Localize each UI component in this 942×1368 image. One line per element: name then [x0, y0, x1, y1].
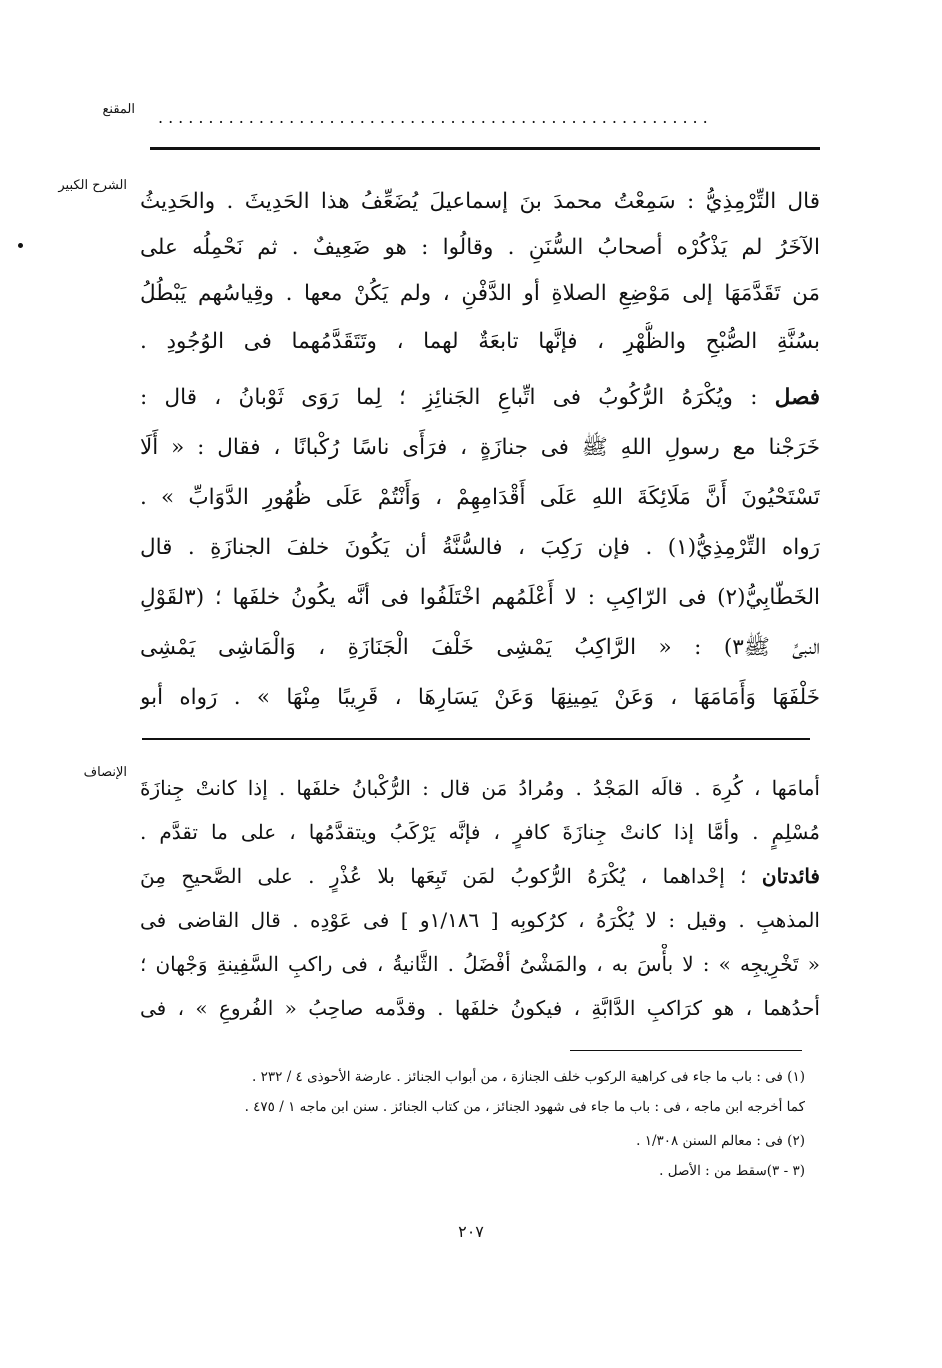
sharh-line: الآخَرُ لم يَذْكُرْه أصحابُ السُّنَنِ . وقالُوا : هو ضَعِيفٌ . ثم نَحْمِلُه على [140, 235, 820, 260]
insaf-line: أمامَها ، كُرِهَ . قالَه المَجْدُ . ومُرادُ مَن قال : الرُّكْبانُ خلفَها . إذا كانتْ جِنازَةَ [140, 776, 820, 800]
insaf-line: فائدتان ؛ إحْداهما ، يُكْرَهُ الرُّكوبُ لمَن تَبِعَها بلا عُذْرٍ . على الصَّحيحِ مِنَ [140, 864, 820, 888]
header-rule [150, 147, 820, 150]
sharh-line: الخَطّابِيُّ(٢) فى الرّاكِبِ : لا أَعْلَمُهم اخْتَلَفُوا فى أنَّه يكُونُ خلفَها ؛ (٣لقَوْلِ [140, 585, 820, 610]
footnote-line: (٢) فى : معالم السنن ١/٣٠٨ . [636, 1133, 805, 1149]
sharh-line: تَسْتَحْيُونَ أَنَّ مَلَائِكَةَ اللهِ عَلَى أَقْدَامِهِمْ ، وَأَنْتُمْ عَلَى ظُهُورِ الدَّوَابِّ » . [140, 485, 820, 510]
sharh-kabir-label: الشرح الكبير [58, 178, 127, 193]
footnote-line: (١) فى : باب ما جاء فى كراهية الركوب خلف الجنازة ، من أبواب الجنائز . عارضة الأحوذى ٤ / ٢٣٢ . [252, 1069, 805, 1085]
sharh-line: خَرَجْنا مع رسولِ اللهِ ﷺ فى جنازَةٍ ، فرَأَى ناسًا رُكْبانًا ، فقال : « أَلَا [140, 435, 820, 460]
running-head-dots: ....................................................... [158, 108, 713, 127]
sharh-line: فصل : ويُكْرَهُ الرُّكُوبُ فى اتِّباعِ الجَنائِزِ ؛ لِما رَوَى ثَوْبانُ ، قال : [140, 385, 820, 410]
insaf-line: مُسْلِمٍ . وأمَّا إذا كانتْ جِنازَةَ كافرٍ ، فإنَّه يَرْكَبُ ويتقدَّمُها ، على ما تقدَّم . [140, 820, 820, 844]
sharh-line: بسُنَّةِ الصُّبْحِ والظُّهْرِ ، فإنَّها تابعَةٌ لهما ، وتَتَقَدَّمُهما فى الوُجُودِ . [140, 329, 820, 354]
sharh-line: قال التِّرْمِذِيُّ : سَمِعْتُ محمدَ بنَ إسماعيلَ يُضَعِّفُ هذا الحَدِيثَ . والحَدِيثُ [140, 189, 820, 214]
section-divider [142, 738, 810, 740]
insaf-label: الإنصاف [83, 765, 127, 780]
margin-dot [18, 243, 23, 248]
sharh-line: رَواه التِّرْمِذِيُّ(١) . فإن رَكِبَ ، فالسُّنَّةُ أن يَكُونَ خلفَ الجنازَةِ . قال [140, 535, 820, 560]
running-head-title: المقنع [102, 102, 135, 117]
insaf-line: المذهبِ . وقيل : لا يُكْرَهُ ، كرُكوبِه [ ١/١٨٦و ] فى عَوْدِه . قال القاضى فى [140, 908, 820, 932]
footnote-line: كما أخرجه ابن ماجه ، فى : باب ما جاء فى شهود الجنائز ، من كتاب الجنائز . سنن ابن ماجه ١ / ٤٧٥ . [244, 1099, 805, 1115]
insaf-line: « تَخْرِيجِه » : لا بأْسَ به ، والمَشْىُ أفْضَلُ . الثَّانيةُ ، فى راكبِ السَّفِينةِ وَجْهان ؛ [140, 952, 820, 976]
footnote-rule [570, 1050, 802, 1051]
page-number: ٢٠٧ [458, 1222, 484, 1241]
insaf-line: أحدُهما ، هو كرَاكبِ الدَّابَّةِ ، فيكونُ خلفَها . وقدَّمه صاحِبُ « الفُروعِ » ، فى [140, 996, 820, 1020]
footnote-line: (٣ - ٣)سقط من : الأصل . [659, 1163, 805, 1179]
sharh-line: النبىِّ ﷺ٣) : « الرَّاكِبُ يَمْشِى خَلْفَ الْجَنَازَةِ ، وَالْمَاشِى يَمْشِى [140, 635, 820, 660]
sharh-line: خَلْفَهَا وَأَمَامَهَا ، وَعَنْ يَمِينِهَا وَعَنْ يَسَارِهَا ، قَرِيبًا مِنْهَا » . رَواه أبو [140, 685, 820, 710]
sharh-line: مَن تَقَدَّمَهَا إلى مَوْضِعِ الصلاةِ أو الدَّفْنِ ، ولم يَكُنْ معها . وقِياسُهم يَبْطُلُ [140, 281, 820, 306]
